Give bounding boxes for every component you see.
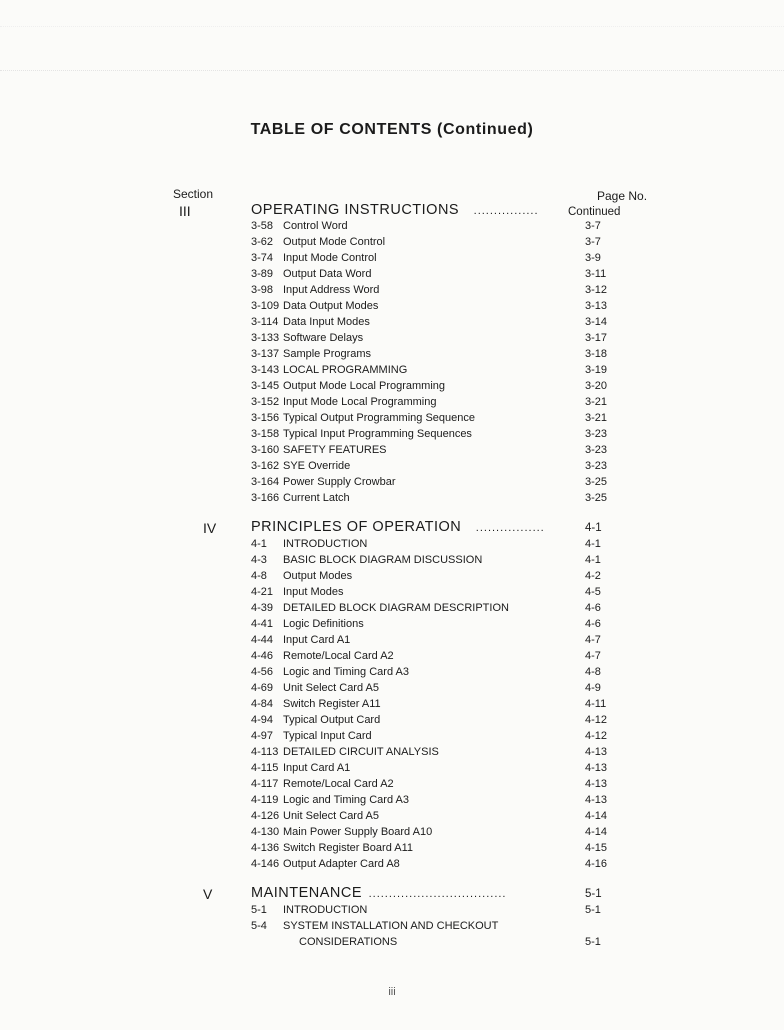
- entry-number: 4-21: [251, 586, 274, 598]
- page-number-column-header: Page No.: [597, 189, 648, 203]
- entry-text: INTRODUCTION: [283, 904, 368, 916]
- entry-number: 4-119: [251, 794, 279, 806]
- section-page: Continued: [568, 206, 621, 218]
- entry-text: SAFETY FEATURES: [283, 444, 387, 456]
- entry-text: SYE Override: [283, 460, 351, 472]
- toc-entry: [251, 842, 631, 858]
- entry-number: 4-46: [251, 650, 274, 662]
- toc-entry: [251, 698, 631, 714]
- entry-number: 3-62: [251, 236, 274, 248]
- toc-entry: [251, 826, 631, 842]
- entry-number: 5-4: [251, 920, 267, 932]
- entry-page: 4-13: [585, 746, 608, 758]
- entry-number: 4-8: [251, 570, 267, 582]
- entry-text: Input Card A1: [283, 634, 351, 646]
- entry-text: Logic and Timing Card A3: [283, 666, 409, 678]
- entry-text: Input Address Word: [283, 284, 380, 296]
- entry-number: 4-1: [251, 538, 267, 550]
- entry-page: 4-13: [585, 794, 608, 806]
- entry-page: 4-8: [585, 666, 601, 678]
- entry-page: 3-19: [585, 364, 608, 376]
- entry-text: Output Adapter Card A8: [283, 858, 400, 870]
- entry-text: Remote/Local Card A2: [283, 650, 394, 662]
- entry-text: DETAILED CIRCUIT ANALYSIS: [283, 746, 439, 758]
- entry-text: Input Mode Local Programming: [283, 396, 437, 408]
- entry-text: Remote/Local Card A2: [283, 778, 394, 790]
- toc-entry: [251, 252, 631, 268]
- toc-entry: [251, 236, 631, 252]
- entry-number: 5-1: [251, 904, 267, 916]
- entry-page: 3-12: [585, 284, 608, 296]
- toc-entry: [251, 904, 631, 920]
- entry-text: Typical Input Programming Sequences: [283, 428, 472, 440]
- toc-entry: [251, 476, 631, 492]
- toc-entry: [251, 538, 631, 554]
- entry-number: 4-113: [251, 746, 279, 758]
- toc-entry: [251, 794, 631, 810]
- toc-entry: [251, 666, 631, 682]
- entry-page: 3-25: [585, 476, 608, 488]
- section-page: 5-1: [585, 888, 602, 900]
- entry-number: 3-109: [251, 300, 280, 312]
- toc-entry: [251, 762, 631, 778]
- entry-page: 3-17: [585, 332, 608, 344]
- entry-number: 4-44: [251, 634, 274, 646]
- section-page: 4-1: [585, 522, 602, 534]
- section-title-text: MAINTENANCE: [251, 885, 363, 901]
- entry-page: 4-6: [585, 618, 601, 630]
- entry-number: 4-136: [251, 842, 280, 854]
- entry-page: 3-9: [585, 252, 601, 264]
- toc-entry: [251, 778, 631, 794]
- toc-entry: [251, 220, 631, 236]
- toc-entry: [251, 492, 631, 508]
- entry-page: 5-1: [585, 904, 601, 916]
- entry-number: 4-94: [251, 714, 274, 726]
- entry-text: Sample Programs: [283, 348, 372, 360]
- entry-page: 3-20: [585, 380, 608, 392]
- entry-number: 4-39: [251, 602, 274, 614]
- entry-page: 4-6: [585, 602, 601, 614]
- entry-number: 4-115: [251, 762, 279, 774]
- entry-number: 3-133: [251, 332, 280, 344]
- entry-page: 3-21: [585, 396, 608, 408]
- entry-number: 4-126: [251, 810, 280, 822]
- section-title: [251, 885, 507, 901]
- toc-entry: [251, 554, 631, 570]
- section-title-text: OPERATING INSTRUCTIONS: [251, 202, 460, 218]
- entry-page: 4-1: [585, 554, 601, 566]
- entry-page: 4-1: [585, 538, 601, 550]
- page-title: TABLE OF CONTENTS (Continued): [250, 121, 534, 138]
- entry-number: 4-3: [251, 554, 267, 566]
- entry-number: 4-56: [251, 666, 274, 678]
- entry-page: 4-11: [585, 698, 607, 710]
- entry-number: 3-58: [251, 220, 274, 232]
- entry-number: 3-166: [251, 492, 280, 504]
- entry-number: 3-164: [251, 476, 280, 488]
- toc-entry: [251, 412, 631, 428]
- entry-text: Logic Definitions: [283, 618, 364, 630]
- entry-text: Input Card A1: [283, 762, 351, 774]
- entry-page: 4-12: [585, 730, 608, 742]
- entry-page: 3-7: [585, 220, 601, 232]
- entry-number: 3-98: [251, 284, 274, 296]
- entry-page: 3-23: [585, 444, 608, 456]
- dot-leader: ..................................: [368, 888, 507, 900]
- toc-entry: [251, 730, 631, 746]
- entry-page: 5-1: [585, 936, 601, 948]
- entry-text: Current Latch: [283, 492, 350, 504]
- entry-text: Output Data Word: [283, 268, 372, 280]
- entry-text: Power Supply Crowbar: [283, 476, 396, 488]
- entry-page: 4-14: [585, 810, 608, 822]
- entry-page: 3-7: [585, 236, 601, 248]
- entry-number: 3-89: [251, 268, 274, 280]
- entry-text: Switch Register Board A11: [283, 842, 414, 854]
- toc-entry: [251, 634, 631, 650]
- toc-entry: [251, 714, 631, 730]
- scan-noise-line: [0, 26, 784, 27]
- entry-page: 3-11: [585, 268, 607, 280]
- entry-text: Control Word: [283, 220, 348, 232]
- entry-page: 4-13: [585, 778, 608, 790]
- toc-entry: [251, 810, 631, 826]
- section-title-text: PRINCIPLES OF OPERATION: [251, 519, 462, 535]
- toc-entry: [251, 364, 631, 380]
- entry-text: SYSTEM INSTALLATION AND CHECKOUT: [283, 920, 499, 932]
- entry-page: 3-18: [585, 348, 608, 360]
- toc-entry: [251, 316, 631, 332]
- entry-text: Typical Output Card: [283, 714, 381, 726]
- entry-number: 4-117: [251, 778, 279, 790]
- entry-page: 3-14: [585, 316, 608, 328]
- toc-entry: [251, 936, 631, 952]
- entry-page: 4-13: [585, 762, 608, 774]
- entry-text: Data Input Modes: [283, 316, 370, 328]
- entry-number: 3-158: [251, 428, 280, 440]
- toc-entry: [251, 746, 631, 762]
- entry-page: 3-23: [585, 460, 608, 472]
- entry-number: 3-145: [251, 380, 280, 392]
- section-title: [251, 202, 539, 218]
- entry-number: 3-137: [251, 348, 280, 360]
- entry-page: 3-25: [585, 492, 608, 504]
- toc-entry: [251, 682, 631, 698]
- entry-text: Typical Output Programming Sequence: [283, 412, 475, 424]
- entry-page: 3-13: [585, 300, 608, 312]
- entry-number: 3-156: [251, 412, 280, 424]
- toc-entry: [251, 650, 631, 666]
- entry-page: 4-2: [585, 570, 601, 582]
- toc-entry: [251, 268, 631, 284]
- entry-text: Typical Input Card: [283, 730, 372, 742]
- entry-text: Switch Register A11: [283, 698, 381, 710]
- entry-page: 4-15: [585, 842, 608, 854]
- toc-entry: [251, 858, 631, 874]
- entry-page: 4-7: [585, 650, 601, 662]
- toc-entry: [251, 444, 631, 460]
- entry-page: 4-16: [585, 858, 608, 870]
- entry-text: Output Modes: [283, 570, 353, 582]
- toc-entry: [251, 300, 631, 316]
- toc-entry: [251, 332, 631, 348]
- entry-number: 4-97: [251, 730, 274, 742]
- entry-text: Output Mode Local Programming: [283, 380, 446, 392]
- toc-entry: [251, 920, 631, 936]
- entry-text: Logic and Timing Card A3: [283, 794, 409, 806]
- toc-entry: [251, 570, 631, 586]
- section-number: V: [203, 886, 213, 902]
- entry-page: 4-5: [585, 586, 601, 598]
- entry-text: Input Mode Control: [283, 252, 377, 264]
- toc-entry: [251, 428, 631, 444]
- entry-page: 4-12: [585, 714, 608, 726]
- entry-text: DETAILED BLOCK DIAGRAM DESCRIPTION: [283, 602, 509, 614]
- toc-entry: [251, 284, 631, 300]
- page-folio: iii: [388, 986, 396, 998]
- dot-leader: .................: [475, 522, 545, 534]
- scan-noise-line: [0, 70, 784, 71]
- entry-number: 4-69: [251, 682, 274, 694]
- entry-text: Data Output Modes: [283, 300, 379, 312]
- entry-number: 3-162: [251, 460, 280, 472]
- toc-entry: [251, 460, 631, 476]
- toc-entry: [251, 586, 631, 602]
- entry-number: 3-160: [251, 444, 280, 456]
- entry-text: Unit Select Card A5: [283, 810, 379, 822]
- entry-number: 4-84: [251, 698, 274, 710]
- entry-number: 3-152: [251, 396, 280, 408]
- entry-number: 3-74: [251, 252, 274, 264]
- entry-number: 3-114: [251, 316, 279, 328]
- entry-number: 3-143: [251, 364, 280, 376]
- entry-page: 4-14: [585, 826, 608, 838]
- entry-text: Output Mode Control: [283, 236, 386, 248]
- entry-number: 4-41: [251, 618, 274, 630]
- section-column-header: Section: [173, 187, 214, 201]
- toc-entry: [251, 618, 631, 634]
- section-title: [251, 519, 545, 535]
- toc-entry: [251, 602, 631, 618]
- entry-number: 4-146: [251, 858, 280, 870]
- entry-text: INTRODUCTION: [283, 538, 368, 550]
- entry-text: Input Modes: [283, 586, 344, 598]
- toc-entry: [251, 396, 631, 412]
- entry-number: 4-130: [251, 826, 280, 838]
- entry-text: LOCAL PROGRAMMING: [283, 364, 408, 376]
- entry-text: CONSIDERATIONS: [299, 936, 398, 948]
- entry-text: Software Delays: [283, 332, 364, 344]
- entry-page: 4-7: [585, 634, 601, 646]
- entry-page: 3-21: [585, 412, 608, 424]
- entry-text: BASIC BLOCK DIAGRAM DISCUSSION: [283, 554, 483, 566]
- section-number: III: [179, 203, 191, 219]
- entry-page: 4-9: [585, 682, 601, 694]
- entry-text: Main Power Supply Board A10: [283, 826, 433, 838]
- entry-text: Unit Select Card A5: [283, 682, 379, 694]
- section-number: IV: [203, 520, 217, 536]
- toc-entry: [251, 348, 631, 364]
- entry-page: 3-23: [585, 428, 608, 440]
- dot-leader: ................: [473, 205, 539, 217]
- toc-entry: [251, 380, 631, 396]
